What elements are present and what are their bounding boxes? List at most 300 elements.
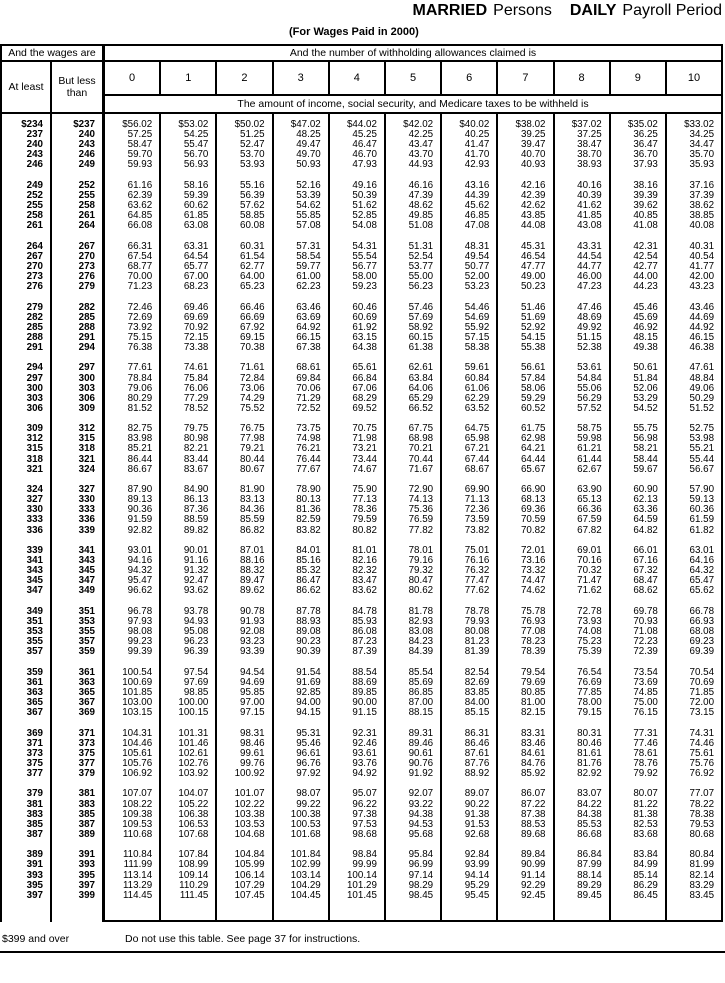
tax-cell: 38.93 [555,160,611,170]
tax-cell: 37.25 [555,130,611,140]
tax-cell: $33.02 [684,120,715,130]
wage-cell: 255 [2,201,52,211]
tax-cell: 69.78 [611,607,667,617]
tax-cell: 55.85 [274,211,330,221]
tax-cell: 83.68 [611,830,667,840]
tax-cell: 41.77 [689,261,715,272]
tax-cell: 53.39 [274,191,330,201]
tax-cell [330,840,386,850]
tax-cell: 42.93 [442,160,498,170]
tax-cell: 78.22 [689,799,715,810]
tax-cell: 36.47 [611,140,667,150]
tax-cell: 45.31 [498,242,554,252]
tax-cell: 84.99 [611,860,667,870]
tax-cell: 81.22 [611,800,667,810]
tax-cell: 106.53 [161,820,217,830]
tax-cell: 89.08 [274,627,330,637]
tax-cell: 69.01 [555,546,611,556]
tax-cell [105,170,161,180]
table-row [2,850,721,860]
tax-cell [442,901,498,922]
wage-cell: 381 [2,800,52,810]
tax-cell: 63.90 [555,485,611,495]
tax-cell: 90.36 [105,505,161,515]
tax-cell [611,596,667,606]
tax-cell [105,901,161,922]
tax-cell: 93.01 [105,546,161,556]
tax-cell: 77.67 [274,465,330,475]
tax-cell: 55.38 [498,343,554,353]
tax-cell [611,901,667,922]
tax-cell: 55.21 [689,444,715,455]
tax-cell: 87.23 [330,637,386,647]
wage-cell: 249 [2,181,52,191]
tax-cell: 47.77 [498,262,554,272]
tax-cell: 53.77 [386,262,442,272]
tax-cell: 77.47 [442,576,498,586]
tax-cell: 52.16 [274,181,330,191]
tax-cell: 88.16 [217,556,273,566]
spacer-row [2,475,721,485]
tax-cell: 76.75 [217,424,273,434]
tax-cell: 111.45 [161,891,217,901]
tax-cell: 98.08 [105,627,161,637]
tax-cell: 82.16 [330,556,386,566]
tax-cell: 72.52 [274,404,330,414]
tax-cell: 79.15 [555,708,611,718]
tax-cell: 102.99 [274,860,330,870]
tax-cell: 86.67 [105,465,161,475]
tax-cell [611,840,667,850]
tax-cell [442,414,498,424]
tax-cell: 91.93 [217,617,273,627]
tax-cell: 89.82 [161,526,217,536]
tax-cell: 88.14 [555,871,611,881]
wage-cell: 240 [2,140,52,150]
tax-cell: 97.92 [274,769,330,779]
tax-cell: 104.84 [217,850,273,860]
tax-cell: 73.93 [555,617,611,627]
tax-cell: 89.46 [386,739,442,749]
tax-cell: 76.69 [555,678,611,688]
tax-cell: 67.16 [611,556,667,566]
tax-cell: 70.59 [498,515,554,525]
table-header-row-1 [2,46,721,62]
wage-cell: 371 [2,739,52,749]
tax-cell: 55.06 [555,384,611,394]
tax-cell: 77.08 [498,627,554,637]
tax-cell: 86.29 [611,881,667,891]
tax-cell: 58.85 [217,211,273,221]
table-row [2,282,721,292]
tax-cell: 61.75 [498,424,554,434]
tax-cell: 66.31 [105,242,161,252]
tax-cell: 100.92 [217,769,273,779]
tax-cell: 58.21 [611,444,667,454]
tax-cell: 89.47 [217,576,273,586]
tax-cell: 57.69 [386,313,442,323]
tax-cell: 70.16 [555,556,611,566]
tax-cell [217,657,273,667]
tax-cell [386,840,442,850]
tax-cell: 67.54 [105,252,161,262]
tax-cell: 97.00 [217,698,273,708]
tax-cell [161,353,217,363]
tax-cell [442,353,498,363]
tax-cell: 98.45 [386,891,442,901]
table-row [2,363,721,373]
tax-cell: 103.38 [217,810,273,820]
tax-cell: 56.29 [555,394,611,404]
tax-cell: 72.46 [105,303,161,313]
tax-cell: 57.08 [274,221,330,231]
tax-cell: 79.54 [498,668,554,678]
wage-cell: 318 [52,444,105,454]
tax-cell [555,901,611,922]
tax-cell: 39.25 [498,130,554,140]
wage-cell: $234 [2,120,52,130]
tax-cell: 101.85 [105,688,161,698]
tax-cell [274,840,330,850]
tax-cell [105,536,161,546]
tax-cell: 94.92 [330,769,386,779]
wage-cell: 371 [52,729,105,739]
tax-cell: 52.38 [555,343,611,353]
tax-cell: 102.22 [217,800,273,810]
tax-cell: 55.54 [330,252,386,262]
tax-cell: 107.84 [161,850,217,860]
tax-cell: 104.45 [274,891,330,901]
table-row [2,586,721,596]
tax-cell [330,596,386,606]
wage-cell: 341 [52,546,105,556]
tax-cell [161,779,217,789]
tax-cell: 73.75 [274,424,330,434]
tax-cell: 49.16 [330,181,386,191]
tax-cell: 94.54 [217,668,273,678]
tax-cell: 66.08 [105,221,161,231]
tax-cell: 50.61 [611,363,667,373]
tax-cell: 51.08 [386,221,442,231]
tax-cell: 88.59 [161,515,217,525]
tax-cell: 95.45 [442,891,498,901]
tax-cell: 66.36 [555,505,611,515]
spacer-row [2,292,721,302]
wage-cell: 345 [2,576,52,586]
wage-cell: 285 [52,313,105,323]
tax-cell: 73.54 [611,668,667,678]
tax-cell: 73.44 [330,455,386,465]
wage-cell: 387 [52,820,105,830]
tax-cell: 83.47 [330,576,386,586]
wage-cell: 315 [2,444,52,454]
tax-cell: 56.67 [689,464,715,475]
tax-cell: 86.07 [498,789,554,799]
wage-cell: 249 [52,160,105,170]
tax-cell: 75.84 [161,374,217,384]
tax-cell: 70.92 [161,323,217,333]
tax-cell [330,657,386,667]
tax-cell [274,901,330,922]
wage-cell: 391 [52,850,105,860]
tax-cell: 84.36 [217,505,273,515]
tax-cell: 59.77 [274,262,330,272]
tax-cell [611,231,667,241]
tax-cell: $47.02 [274,120,330,130]
tax-cell: 37.16 [689,180,715,191]
table-row [2,678,721,688]
wage-cell: 385 [2,820,52,830]
wage-cell: 365 [52,688,105,698]
wage-cell: 321 [52,455,105,465]
tax-cell [330,170,386,180]
tax-cell: 65.67 [498,465,554,475]
tax-cell: 93.39 [217,647,273,657]
tax-cell: 78.36 [330,505,386,515]
spacer-row [2,718,721,728]
tax-cell [105,292,161,302]
tax-cell: 49.92 [555,323,611,333]
tax-cell: 59.67 [611,465,667,475]
tax-cell: 74.31 [689,728,715,739]
tax-cell [161,414,217,424]
tax-cell: 67.21 [442,444,498,454]
tax-cell: 55.75 [611,424,667,434]
tax-cell: 60.36 [689,505,715,516]
table-header-row-2 [2,62,721,114]
wage-cell: 391 [2,860,52,870]
tax-cell: 77.62 [442,586,498,596]
tax-cell: 69.39 [689,647,715,658]
tax-cell [611,292,667,302]
wage-cell [52,353,105,363]
wage-cell [2,292,52,302]
tax-cell: 78.39 [498,647,554,657]
tax-cell: 54.15 [498,333,554,343]
tax-cell: 87.61 [442,749,498,759]
tax-cell: 46.70 [330,150,386,160]
tax-cell: 105.22 [161,800,217,810]
wage-cell: 243 [52,140,105,150]
tax-cell: 90.78 [217,607,273,617]
tax-cell: 100.54 [105,668,161,678]
tax-cell: 54.08 [330,221,386,231]
table-row [2,252,721,262]
tax-cell: 87.01 [217,546,273,556]
wage-cell: 395 [52,871,105,881]
tax-cell: 100.69 [105,678,161,688]
tax-cell: 47.08 [442,221,498,231]
tax-cell [274,292,330,302]
tax-cell [667,657,721,667]
tax-cell: $40.02 [442,120,498,130]
wage-cell: 267 [2,252,52,262]
wage-cell: 327 [2,495,52,505]
wage-cell: 363 [2,688,52,698]
tax-cell [498,231,554,241]
tax-cell: 92.85 [274,688,330,698]
tax-cell: 82.54 [442,668,498,678]
tax-cell: 83.85 [442,688,498,698]
tax-cell [105,596,161,606]
tax-cell: 72.69 [105,313,161,323]
wage-cell: 375 [2,759,52,769]
tax-cell: 79.69 [498,678,554,688]
wage-cell: 276 [2,282,52,292]
wage-cell: 349 [52,586,105,596]
tax-cell [667,536,721,546]
tax-cell: 95.68 [386,830,442,840]
tax-cell: 99.61 [217,749,273,759]
tax-cell: 39.39 [611,191,667,201]
tax-cell: 70.44 [386,455,442,465]
tax-cell: 61.59 [689,515,715,526]
tax-cell: 57.46 [386,303,442,313]
tax-cell: 34.25 [689,130,715,141]
tax-cell: 65.29 [386,394,442,404]
table-row [2,830,721,840]
tax-cell: 82.14 [689,870,715,881]
allowance-header: 1 [161,62,217,94]
wage-cell: 351 [52,607,105,617]
tax-cell: 73.06 [217,384,273,394]
tax-cell: 63.46 [274,303,330,313]
table-row [2,891,721,901]
tax-cell [498,475,554,485]
tax-cell [217,353,273,363]
tax-cell: 94.14 [442,871,498,881]
table-row [2,272,721,282]
tax-cell: 74.08 [555,627,611,637]
tax-cell: 38.62 [689,201,715,212]
tax-cell: 75.90 [330,485,386,495]
tax-cell: 93.99 [442,860,498,870]
wage-cell: 291 [2,343,52,353]
tax-cell: 107.45 [217,891,273,901]
wage-cell: 367 [2,708,52,718]
tax-cell: 78.84 [105,374,161,384]
wage-cell: 270 [52,252,105,262]
tax-cell: 70.00 [105,272,161,282]
tax-cell [667,353,721,363]
tax-cell: 93.62 [161,586,217,596]
tax-cell: 46.15 [689,332,715,343]
tax-cell: 73.82 [442,526,498,536]
tax-cell: 64.44 [498,455,554,465]
tax-cell: 92.08 [217,627,273,637]
tax-cell: 72.39 [611,647,667,657]
tax-cell: 75.39 [555,647,611,657]
tax-cell: 81.61 [555,749,611,759]
tax-cell: 94.32 [105,566,161,576]
tax-cell: 77.46 [611,739,667,749]
tax-cell: 43.31 [555,242,611,252]
tax-cell: 53.29 [611,394,667,404]
tax-cell: 70.38 [217,343,273,353]
tax-cell [105,414,161,424]
tax-cell: 60.46 [330,303,386,313]
wage-cell: 327 [52,485,105,495]
header-allowances: And the number of withholding allowances claimed is [289,47,537,59]
table-body [2,114,721,922]
wage-cell [2,536,52,546]
tax-cell: 83.07 [555,789,611,799]
table-row [2,607,721,617]
tax-cell: 75.61 [689,748,715,759]
tax-cell [611,718,667,728]
tax-cell: 41.85 [555,211,611,221]
wage-cell: 339 [52,526,105,536]
tax-cell: 86.84 [555,850,611,860]
tax-cell: 75.78 [498,607,554,617]
wage-cell [2,231,52,241]
tax-cell: 97.54 [161,668,217,678]
tax-cell: 71.08 [611,627,667,637]
tax-cell: 50.93 [274,160,330,170]
tax-cell: 64.32 [689,566,715,577]
tax-cell: 92.82 [105,526,161,536]
wage-cell [52,901,105,922]
tax-cell: 44.93 [386,160,442,170]
tax-cell: 100.38 [274,810,330,820]
table-row [2,455,721,465]
tax-cell: 100.00 [161,698,217,708]
wage-cell: 397 [52,881,105,891]
wage-cell: 365 [2,698,52,708]
table-row [2,150,721,160]
tax-cell: 40.08 [689,221,715,232]
wage-cell [52,475,105,485]
tax-cell: 46.85 [442,211,498,221]
tax-cell: 56.70 [161,150,217,160]
tax-cell: 93.78 [161,607,217,617]
tax-cell: 63.01 [689,546,715,557]
table-row [2,404,721,414]
tax-cell: 59.70 [105,150,161,160]
table-row [2,820,721,830]
tax-cell: 85.14 [611,871,667,881]
tax-cell [330,718,386,728]
tax-cell: 45.25 [330,130,386,140]
tax-cell: 91.59 [105,515,161,525]
tax-cell: 78.52 [161,404,217,414]
tax-cell: 75.76 [689,758,715,769]
tax-cell: 83.45 [689,890,715,901]
tax-cell: $44.02 [330,120,386,130]
tax-cell: 77.13 [330,495,386,505]
tax-cell: 38.85 [689,211,715,222]
tax-cell: 75.52 [217,404,273,414]
tax-cell: 72.00 [689,698,715,709]
page-subtitle: (For Wages Paid in 2000) [289,26,419,38]
tax-cell: 97.15 [217,708,273,718]
tax-cell: 77.07 [689,789,715,800]
tax-cell: 100.15 [161,708,217,718]
wage-cell: 351 [2,617,52,627]
table-row [2,749,721,759]
table-row [2,668,721,678]
tax-cell: 97.69 [161,678,217,688]
tax-cell: 84.39 [386,647,442,657]
tax-cell: 72.23 [611,637,667,647]
tax-cell: 75.23 [555,637,611,647]
tax-cell: 96.62 [105,586,161,596]
wage-cell: 357 [52,637,105,647]
tax-cell: 69.84 [274,374,330,384]
tax-cell: 97.14 [386,871,442,881]
tax-cell: 74.13 [386,495,442,505]
tax-cell: 71.98 [330,434,386,444]
